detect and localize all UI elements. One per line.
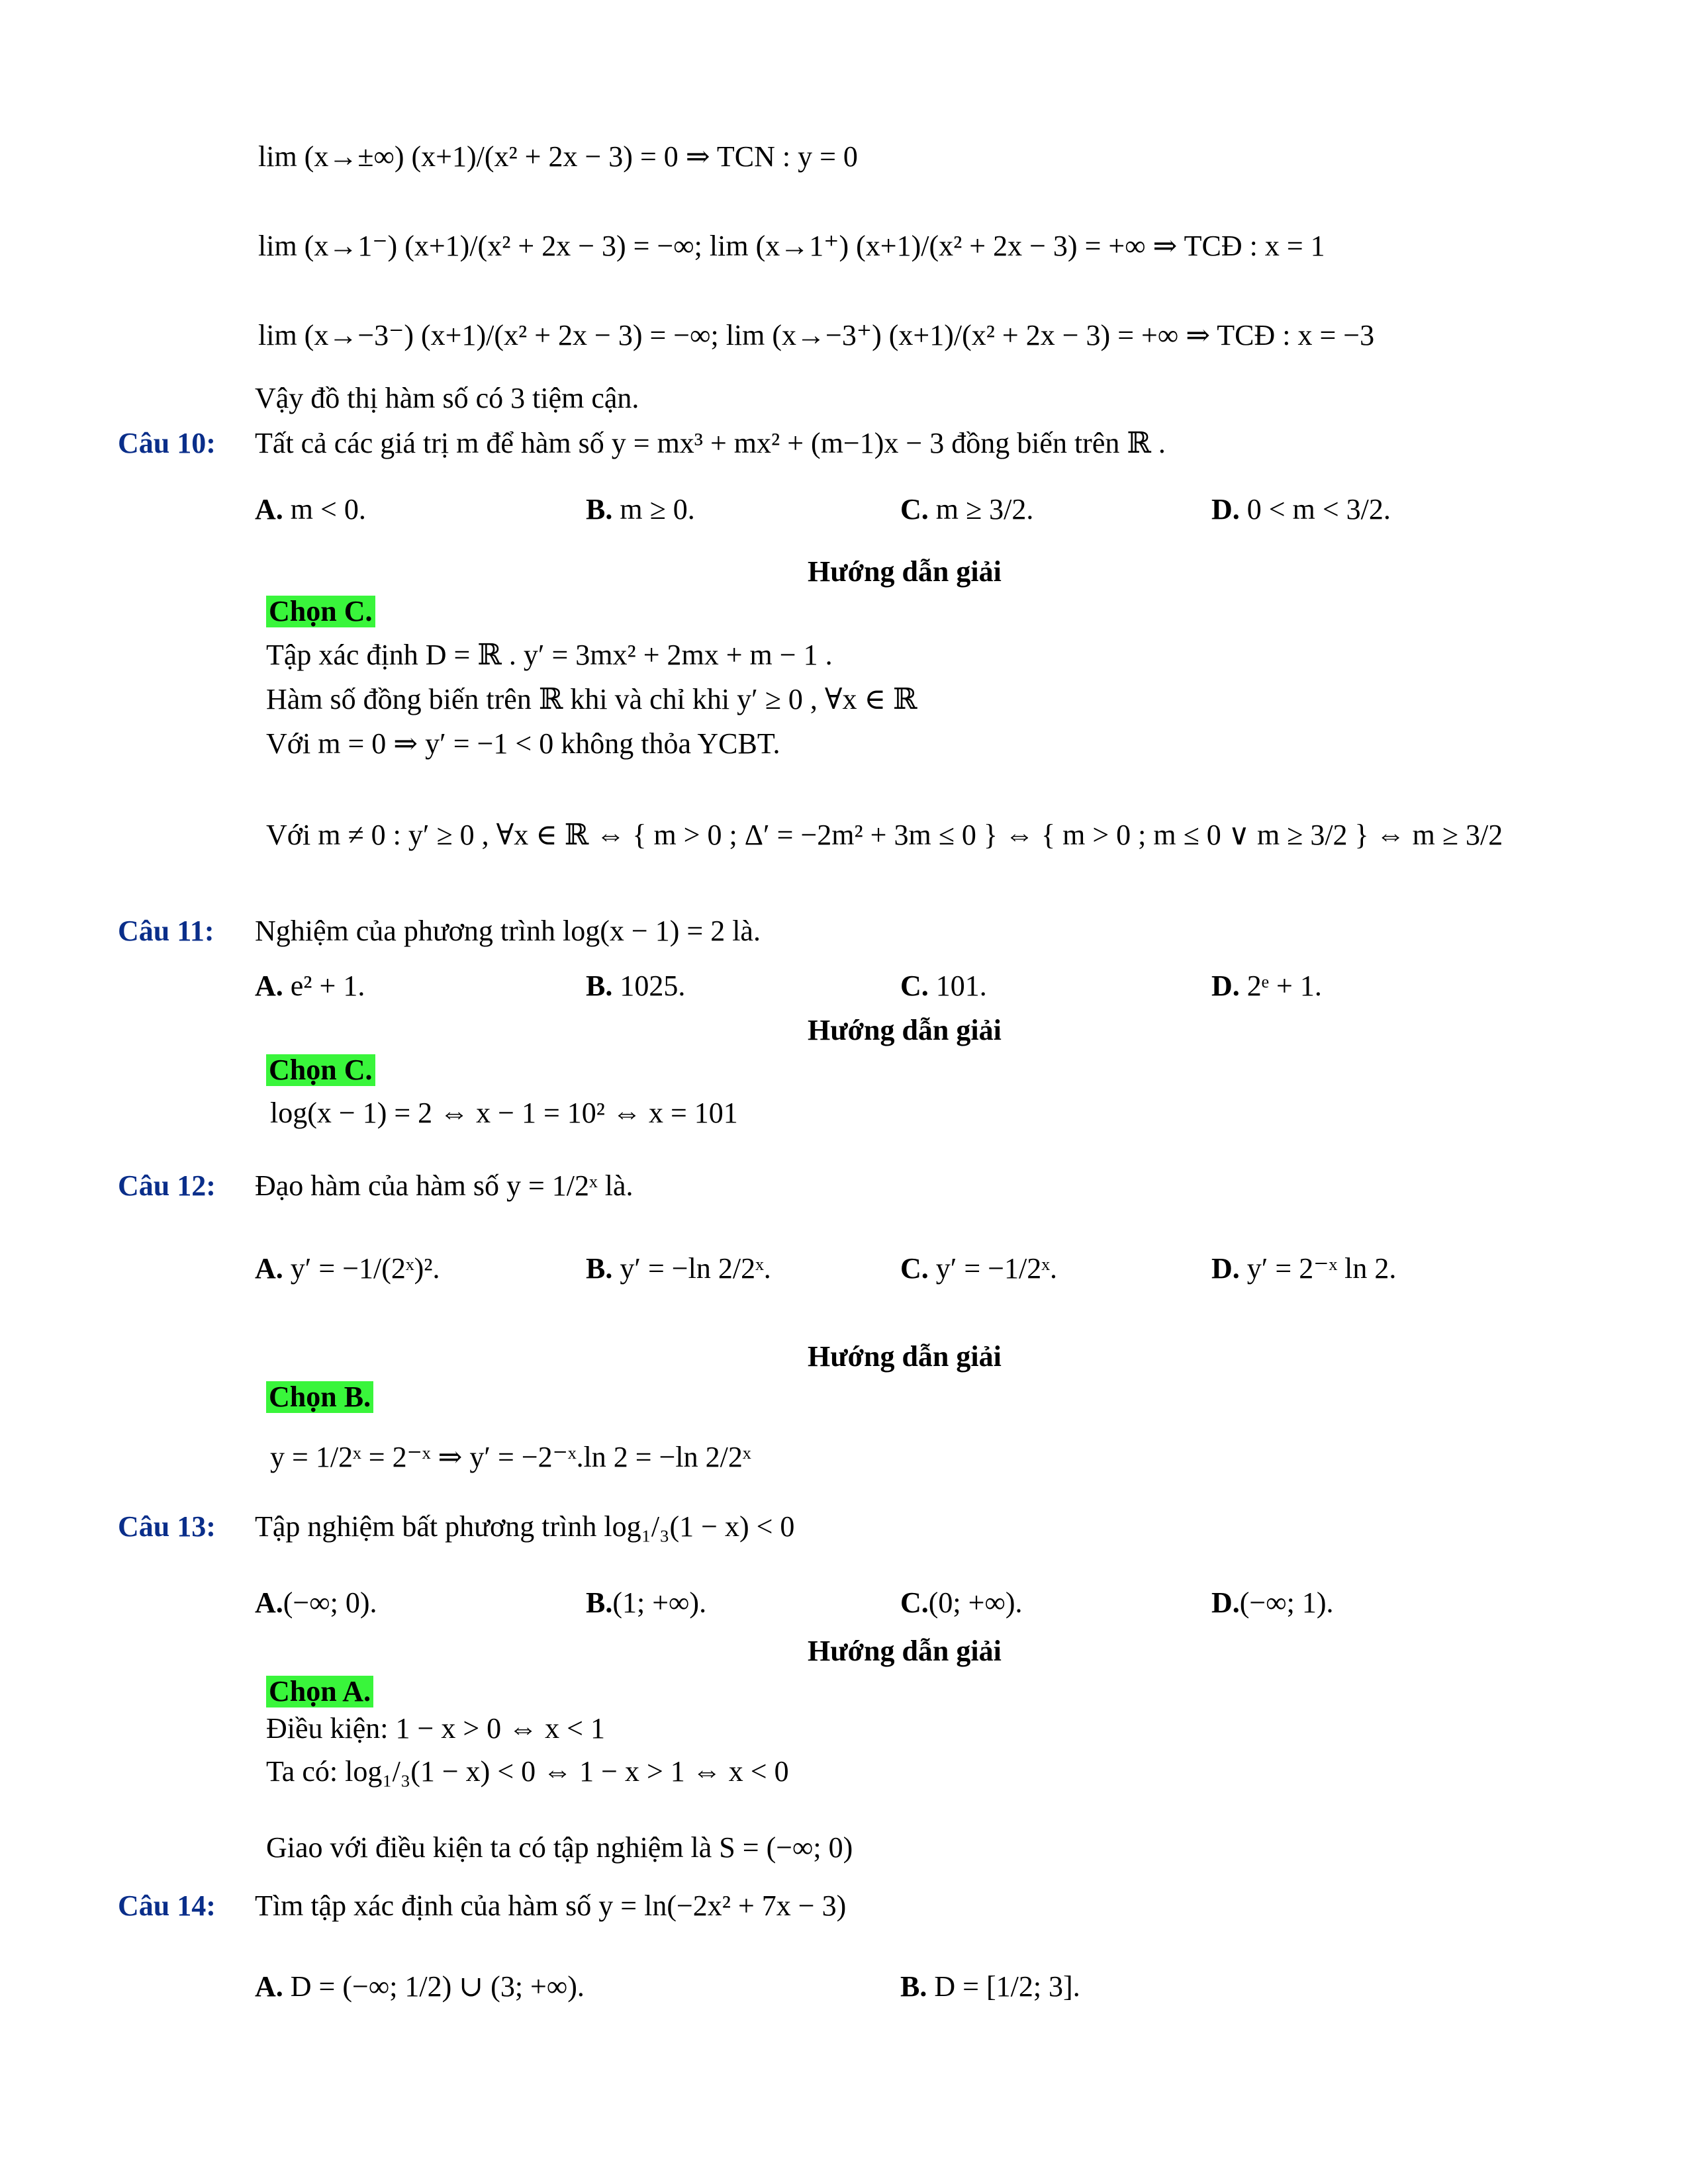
q13-step-1: Điều kiện: 1 − x > 0 ⇔ x < 1: [266, 1712, 605, 1745]
q12-option-b: B. y′ = −ln 2/2ˣ.: [586, 1252, 771, 1285]
question-11-label: Câu 11:: [118, 915, 214, 947]
q10-guide-heading: Hướng dẫn giải: [808, 555, 1002, 588]
q10-answer-badge: Chọn C.: [266, 596, 375, 627]
q10-step-4: Với m ≠ 0 : y′ ≥ 0 , ∀x ∈ ℝ ⇔ { m > 0 ; Δ′ = −2m² + 3m ≤ 0 } ⇔ { m > 0 ; m ≤ 0 ∨ m ≥ 3/2 } ⇔ m ≥ 3/2: [266, 819, 1503, 851]
q10-option-c: C. m ≥ 3/2.: [900, 493, 1034, 525]
q11-option-b: B. 1025.: [586, 970, 686, 1002]
q10-option-a: A. m < 0.: [255, 493, 366, 525]
q13-answer-badge: Chọn A.: [266, 1676, 373, 1707]
question-13-label: Câu 13:: [118, 1510, 216, 1543]
q10-step-2: Hàm số đồng biến trên ℝ khi và chỉ khi y′ ≥ 0 , ∀x ∈ ℝ: [266, 683, 917, 715]
question-11-text: Nghiệm của phương trình log(x − 1) = 2 là.: [255, 915, 761, 947]
question-14-label: Câu 14:: [118, 1889, 216, 1922]
q13-guide-heading: Hướng dẫn giải: [808, 1635, 1002, 1667]
q12-option-d: D. y′ = 2⁻ˣ ln 2.: [1211, 1252, 1397, 1285]
q12-guide-heading: Hướng dẫn giải: [808, 1340, 1002, 1373]
q11-option-d: D. 2ᵉ + 1.: [1211, 970, 1322, 1002]
question-10-text: Tất cả các giá trị m để hàm số y = mx³ + mx² + (m−1)x − 3 đồng biến trên ℝ .: [255, 427, 1166, 459]
q13-option-b: B.(1; +∞).: [586, 1586, 707, 1619]
q12-option-c: C. y′ = −1/2ˣ.: [900, 1252, 1057, 1285]
q13-option-a: A.(−∞; 0).: [255, 1586, 377, 1619]
q10-option-b: B. m ≥ 0.: [586, 493, 695, 525]
q11-option-a: A. e² + 1.: [255, 970, 365, 1002]
question-12-text: Đạo hàm của hàm số y = 1/2ˣ là.: [255, 1169, 633, 1202]
question-12-label: Câu 12:: [118, 1169, 216, 1202]
q10-step-3: Với m = 0 ⇒ y′ = −1 < 0 không thỏa YCBT.: [266, 727, 780, 760]
q12-answer-badge: Chọn B.: [266, 1381, 373, 1413]
q11-option-c: C. 101.: [900, 970, 987, 1002]
question-13-text: Tập nghiệm bất phương trình log₁/₃(1 − x) < 0: [255, 1510, 795, 1543]
q13-step-3: Giao với điều kiện ta có tập nghiệm là S = (−∞; 0): [266, 1831, 853, 1864]
question-14-text: Tìm tập xác định của hàm số y = ln(−2x² + 7x − 3): [255, 1889, 847, 1922]
q14-option-a: A. D = (−∞; 1/2) ∪ (3; +∞).: [255, 1970, 585, 2003]
q10-step-1: Tập xác định D = ℝ . y′ = 3mx² + 2mx + m − 1 .: [266, 639, 833, 671]
q10-option-d: D. 0 < m < 3/2.: [1211, 493, 1391, 525]
question-10-label: Câu 10:: [118, 427, 216, 459]
q12-option-a: A. y′ = −1/(2ˣ)².: [255, 1252, 440, 1285]
q14-option-b: B. D = [1/2; 3].: [900, 1970, 1080, 2003]
limit-line-3: lim (x→−3⁻) (x+1)/(x² + 2x − 3) = −∞; lim (x→−3⁺) (x+1)/(x² + 2x − 3) = +∞ ⇒ TCĐ : x = −3: [258, 319, 1375, 351]
q13-step-2: Ta có: log₁/₃(1 − x) < 0 ⇔ 1 − x > 1 ⇔ x < 0: [266, 1755, 789, 1788]
q11-answer-badge: Chọn C.: [266, 1054, 375, 1086]
q11-guide-heading: Hướng dẫn giải: [808, 1014, 1002, 1046]
limit-line-1: lim (x→±∞) (x+1)/(x² + 2x − 3) = 0 ⇒ TCN : y = 0: [258, 140, 858, 173]
q11-step-1: log(x − 1) = 2 ⇔ x − 1 = 10² ⇔ x = 101: [270, 1097, 738, 1129]
asymptote-conclusion: Vậy đồ thị hàm số có 3 tiệm cận.: [255, 382, 639, 414]
limit-line-2: lim (x→1⁻) (x+1)/(x² + 2x − 3) = −∞; lim (x→1⁺) (x+1)/(x² + 2x − 3) = +∞ ⇒ TCĐ : x = 1: [258, 230, 1325, 262]
q13-option-c: C.(0; +∞).: [900, 1586, 1023, 1619]
q12-step-1: y = 1/2ˣ = 2⁻ˣ ⇒ y′ = −2⁻ˣ.ln 2 = −ln 2/2ˣ: [270, 1441, 751, 1473]
q13-option-d: D.(−∞; 1).: [1211, 1586, 1334, 1619]
